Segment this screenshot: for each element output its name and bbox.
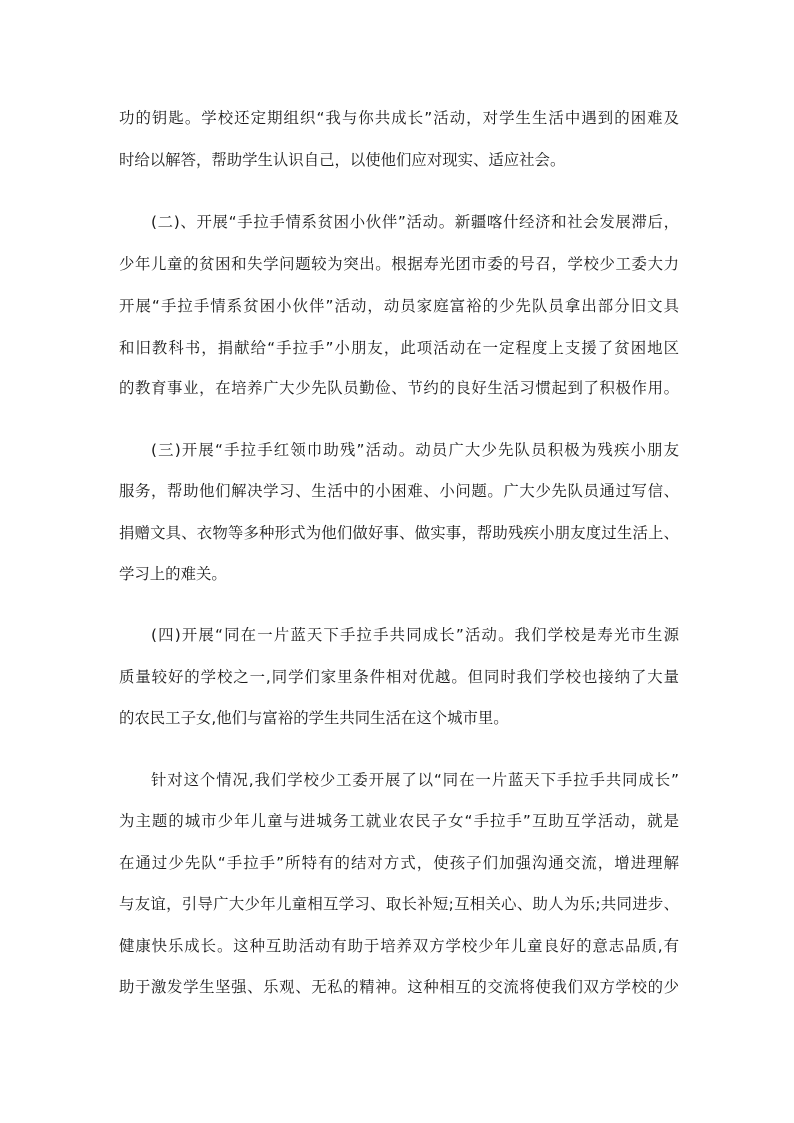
text-line: (三)开展“手拉手红领巾助残”活动。动员广大少先队员积极为残疾小朋友 xyxy=(151,441,679,459)
text-line: 质量较好的学校之一,同学们家里条件相对优越。但同时我们学校也接纳了大量 xyxy=(119,668,679,686)
text-line: 在通过少先队“手拉手”所特有的结对方式，使孩子们加强沟通交流，增进理解 xyxy=(119,854,679,872)
text-line: 为主题的城市少年儿童与进城务工就业农民子女“手拉手”互助互学活动，就是 xyxy=(119,812,679,830)
text-line: 和旧教科书，捐献给“手拉手”小朋友，此项活动在一定程度上支援了贫困地区 xyxy=(119,339,679,357)
text-line: 服务，帮助他们解决学习、生活中的小困难、小问题。广大少先队员通过写信、 xyxy=(119,482,679,500)
text-line: 的教育事业，在培养广大少先队员勤俭、节约的良好生活习惯起到了积极作用。 xyxy=(119,379,679,397)
text-line: 针对这个情况,我们学校少工委开展了以“同在一片蓝天下手拉手共同成长” xyxy=(151,771,679,789)
text-line: 学习上的难关。 xyxy=(119,565,227,583)
text-line: 的农民工子女,他们与富裕的学生共同生活在这个城市里。 xyxy=(119,709,509,727)
text-line: 功的钥匙。学校还定期组织“我与你共成长”活动，对学生生活中遇到的困难及 xyxy=(119,109,679,127)
text-line: 捐赠文具、衣物等多种形式为他们做好事、做实事，帮助残疾小朋友度过生活上、 xyxy=(119,524,679,542)
text-line: (二)、开展“手拉手情系贫困小伙伴”活动。新疆喀什经济和社会发展滞后， xyxy=(151,213,679,231)
text-line: 少年儿童的贫困和失学问题较为突出。根据寿光团市委的号召，学校少工委大力 xyxy=(119,255,679,273)
text-line: 开展“手拉手情系贫困小伙伴”活动，动员家庭富裕的少先队员拿出部分旧文具 xyxy=(119,297,679,315)
text-line: 健康快乐成长。这种互助活动有助于培养双方学校少年儿童良好的意志品质,有 xyxy=(119,937,679,955)
text-line: (四)开展“同在一片蓝天下手拉手共同成长”活动。我们学校是寿光市生源 xyxy=(151,626,679,644)
text-line: 时给以解答，帮助学生认识自己，以使他们应对现实、适应社会。 xyxy=(119,151,566,169)
text-line: 助于激发学生坚强、乐观、无私的精神。这种相互的交流将使我们双方学校的少 xyxy=(119,978,679,996)
text-line: 与友谊，引导广大少年儿童相互学习、取长补短;互相关心、助人为乐;共同进步、 xyxy=(119,895,679,913)
